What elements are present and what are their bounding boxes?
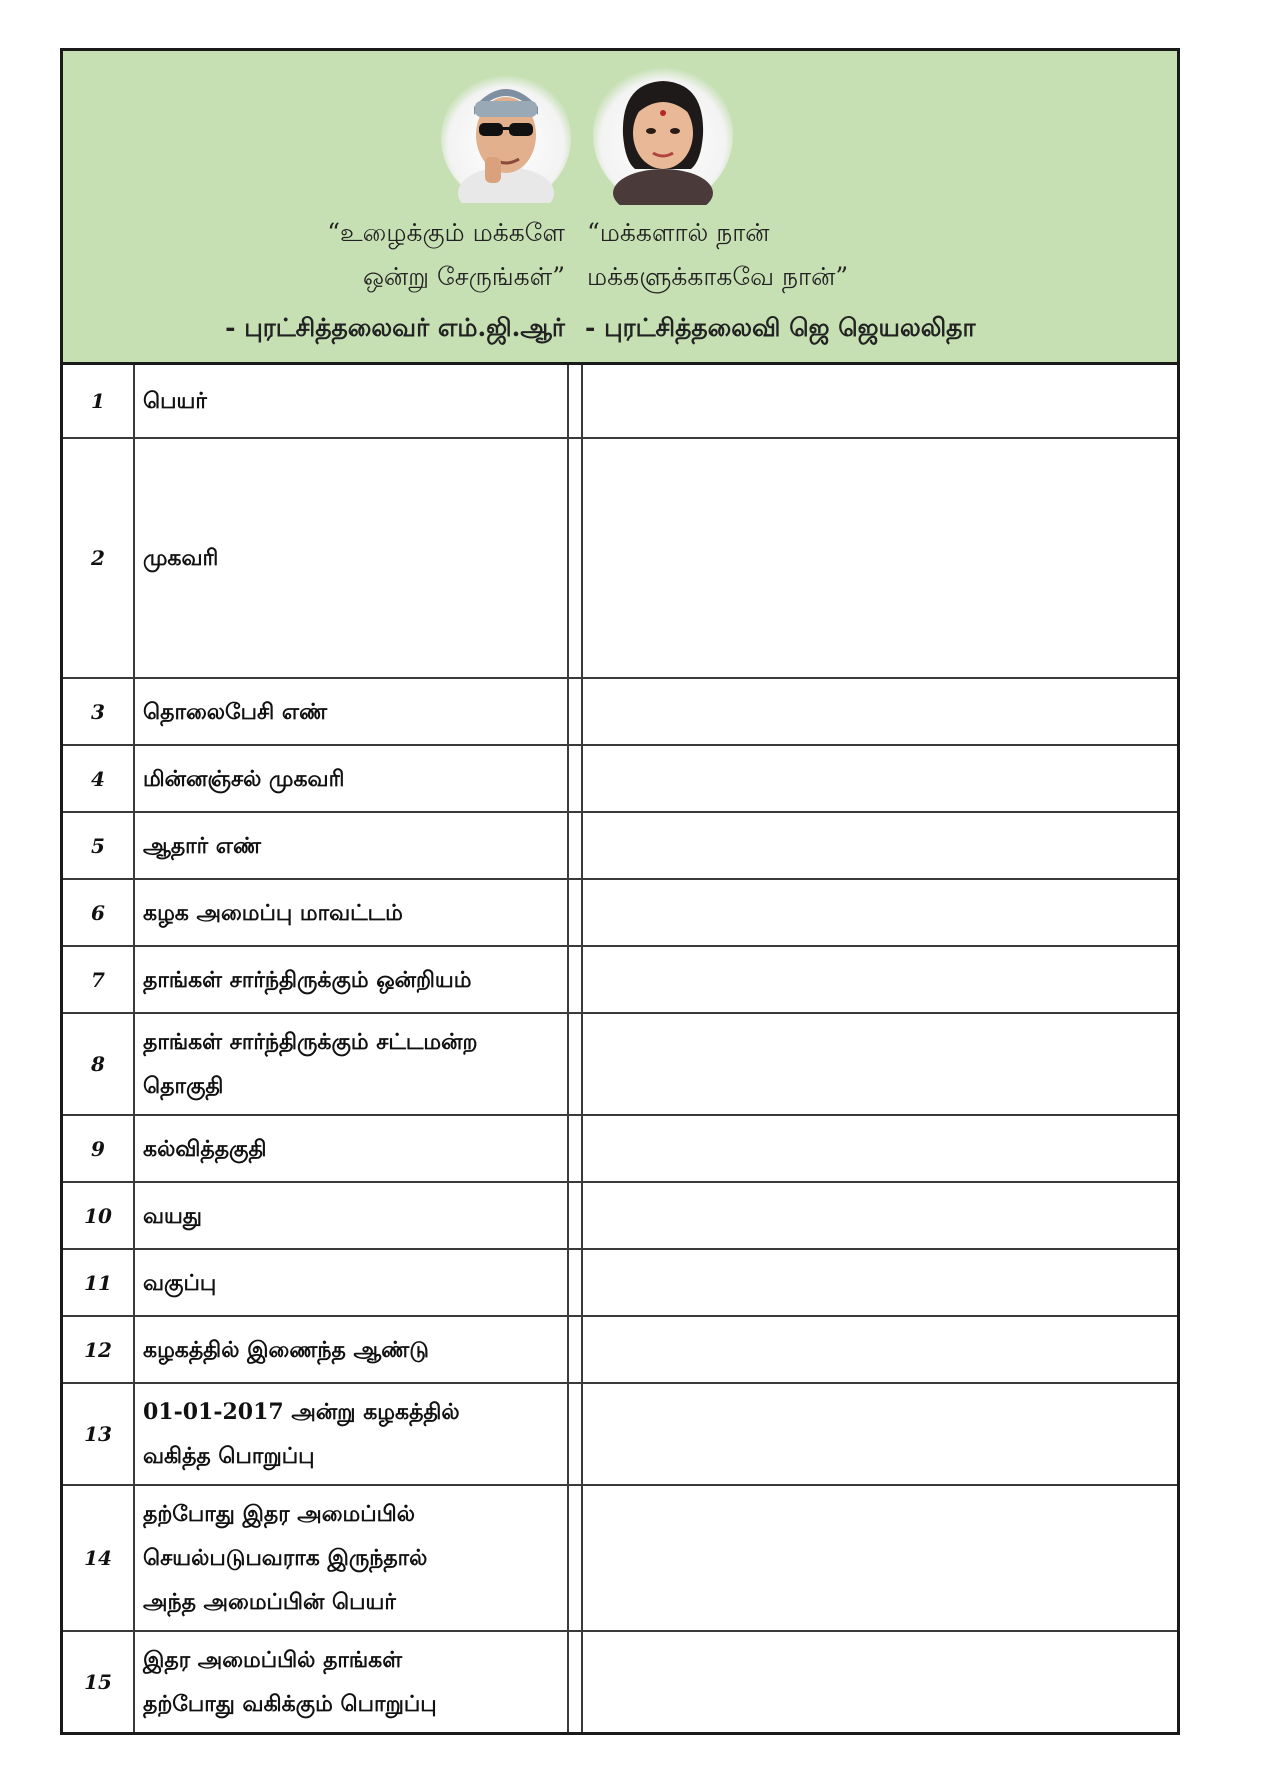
row-label-line: தாங்கள் சார்ந்திருக்கும் சட்டமன்ற [143, 1029, 478, 1055]
table-row [63, 812, 1177, 879]
row-number: 2 [63, 438, 134, 678]
column-divider [568, 745, 582, 812]
row-label [134, 1316, 568, 1383]
portrait-mgr-icon [441, 73, 571, 203]
row-number: 12 [63, 1316, 134, 1383]
row-label-line: அந்த அமைப்பின் பெயர் [143, 1589, 396, 1615]
value-field[interactable] [582, 1182, 1177, 1249]
form-table [63, 365, 1177, 1732]
row-label-line: ஆதார் எண் [143, 832, 261, 859]
value-field[interactable] [582, 678, 1177, 745]
form-header [63, 51, 1177, 365]
value-field[interactable] [582, 438, 1177, 678]
row-label [134, 1485, 568, 1631]
table-row [63, 745, 1177, 812]
value-field[interactable] [582, 1485, 1177, 1631]
row-number: 15 [63, 1631, 134, 1732]
row-label [134, 1249, 568, 1316]
row-number: 8 [63, 1013, 134, 1115]
table-row [63, 438, 1177, 678]
row-number: 14 [63, 1485, 134, 1631]
quote-left-line-1: “உழைக்கும் மக்களே [327, 218, 565, 247]
quote-right-line-1: “மக்களால் நான் [587, 218, 770, 247]
row-label-line: மின்னஞ்சல் முகவரி [143, 765, 345, 792]
row-label-line: இதர அமைப்பில் தாங்கள் [143, 1647, 403, 1673]
row-label [134, 812, 568, 879]
table-row [63, 1316, 1177, 1383]
value-field[interactable] [582, 745, 1177, 812]
row-label [134, 365, 568, 438]
row-label [134, 879, 568, 946]
table-row [63, 1383, 1177, 1485]
table-row [63, 946, 1177, 1013]
column-divider [568, 1182, 582, 1249]
column-divider [568, 365, 582, 438]
column-divider [568, 1383, 582, 1485]
row-number: 5 [63, 812, 134, 879]
row-label-line: முகவரி [143, 545, 219, 571]
row-label-line: கழகத்தில் இணைந்த ஆண்டு [143, 1336, 429, 1363]
column-divider [568, 879, 582, 946]
value-field[interactable] [582, 1013, 1177, 1115]
row-label-line: தாங்கள் சார்ந்திருக்கும் ஒன்றியம் [143, 966, 472, 993]
value-field[interactable] [582, 1115, 1177, 1182]
table-row [63, 1485, 1177, 1631]
row-label-line: செயல்படுபவராக இருந்தால் [143, 1545, 428, 1571]
quote-left-line-2: ஒன்று சேருங்கள்” [362, 262, 565, 291]
attribution-right: - புரட்சித்தலைவி ஜெ ஜெயலலிதா [585, 313, 976, 342]
value-field[interactable] [582, 1249, 1177, 1316]
column-divider [568, 1631, 582, 1732]
table-row [63, 1013, 1177, 1115]
column-divider [568, 438, 582, 678]
value-field[interactable] [582, 1631, 1177, 1732]
row-number: 6 [63, 879, 134, 946]
column-divider [568, 1115, 582, 1182]
row-label [134, 1182, 568, 1249]
quote-left [327, 211, 565, 299]
row-number: 3 [63, 678, 134, 745]
row-label-line: தொகுதி [143, 1073, 224, 1099]
attribution-left: - புரட்சித்தலைவர் எம்.ஜி.ஆர் [225, 313, 565, 342]
row-label [134, 745, 568, 812]
row-number: 7 [63, 946, 134, 1013]
row-label-line: தொலைபேசி எண் [143, 698, 328, 725]
column-divider [568, 1249, 582, 1316]
row-number: 13 [63, 1383, 134, 1485]
column-divider [568, 1013, 582, 1115]
table-row [63, 1631, 1177, 1732]
row-label [134, 1115, 568, 1182]
quote-right [587, 211, 848, 299]
column-divider [568, 946, 582, 1013]
row-label-line: கல்வித்தகுதி [143, 1135, 267, 1162]
row-label [134, 946, 568, 1013]
row-label-line: வயது [143, 1202, 202, 1229]
table-row [63, 1115, 1177, 1182]
row-number: 1 [63, 365, 134, 438]
row-label [134, 1631, 568, 1732]
row-label-line: 01-01-2017 அன்று கழகத்தில் [143, 1399, 460, 1425]
row-label-line: வகுப்பு [143, 1269, 217, 1296]
row-label [134, 438, 568, 678]
table-row [63, 1249, 1177, 1316]
row-label-line: பெயர் [143, 388, 207, 414]
value-field[interactable] [582, 812, 1177, 879]
column-divider [568, 812, 582, 879]
row-label-line: கழக அமைப்பு மாவட்டம் [143, 899, 403, 926]
table-row [63, 678, 1177, 745]
row-label [134, 678, 568, 745]
row-label [134, 1013, 568, 1115]
column-divider [568, 1316, 582, 1383]
row-label-line: வகித்த பொறுப்பு [143, 1443, 315, 1469]
row-number: 4 [63, 745, 134, 812]
portrait-jayalalithaa-icon [593, 65, 733, 205]
value-field[interactable] [582, 879, 1177, 946]
table-row [63, 879, 1177, 946]
row-number: 11 [63, 1249, 134, 1316]
row-number: 10 [63, 1182, 134, 1249]
column-divider [568, 1485, 582, 1631]
membership-form [60, 48, 1180, 1735]
value-field[interactable] [582, 946, 1177, 1013]
value-field[interactable] [582, 365, 1177, 438]
table-row [63, 365, 1177, 438]
row-label-line: தற்போது வகிக்கும் பொறுப்பு [143, 1691, 437, 1717]
column-divider [568, 678, 582, 745]
row-number: 9 [63, 1115, 134, 1182]
quote-right-line-2: மக்களுக்காகவே நான்” [587, 262, 849, 291]
row-label-line: தற்போது இதர அமைப்பில் [143, 1501, 415, 1527]
value-field[interactable] [582, 1316, 1177, 1383]
row-label [134, 1383, 568, 1485]
table-row [63, 1182, 1177, 1249]
value-field[interactable] [582, 1383, 1177, 1485]
